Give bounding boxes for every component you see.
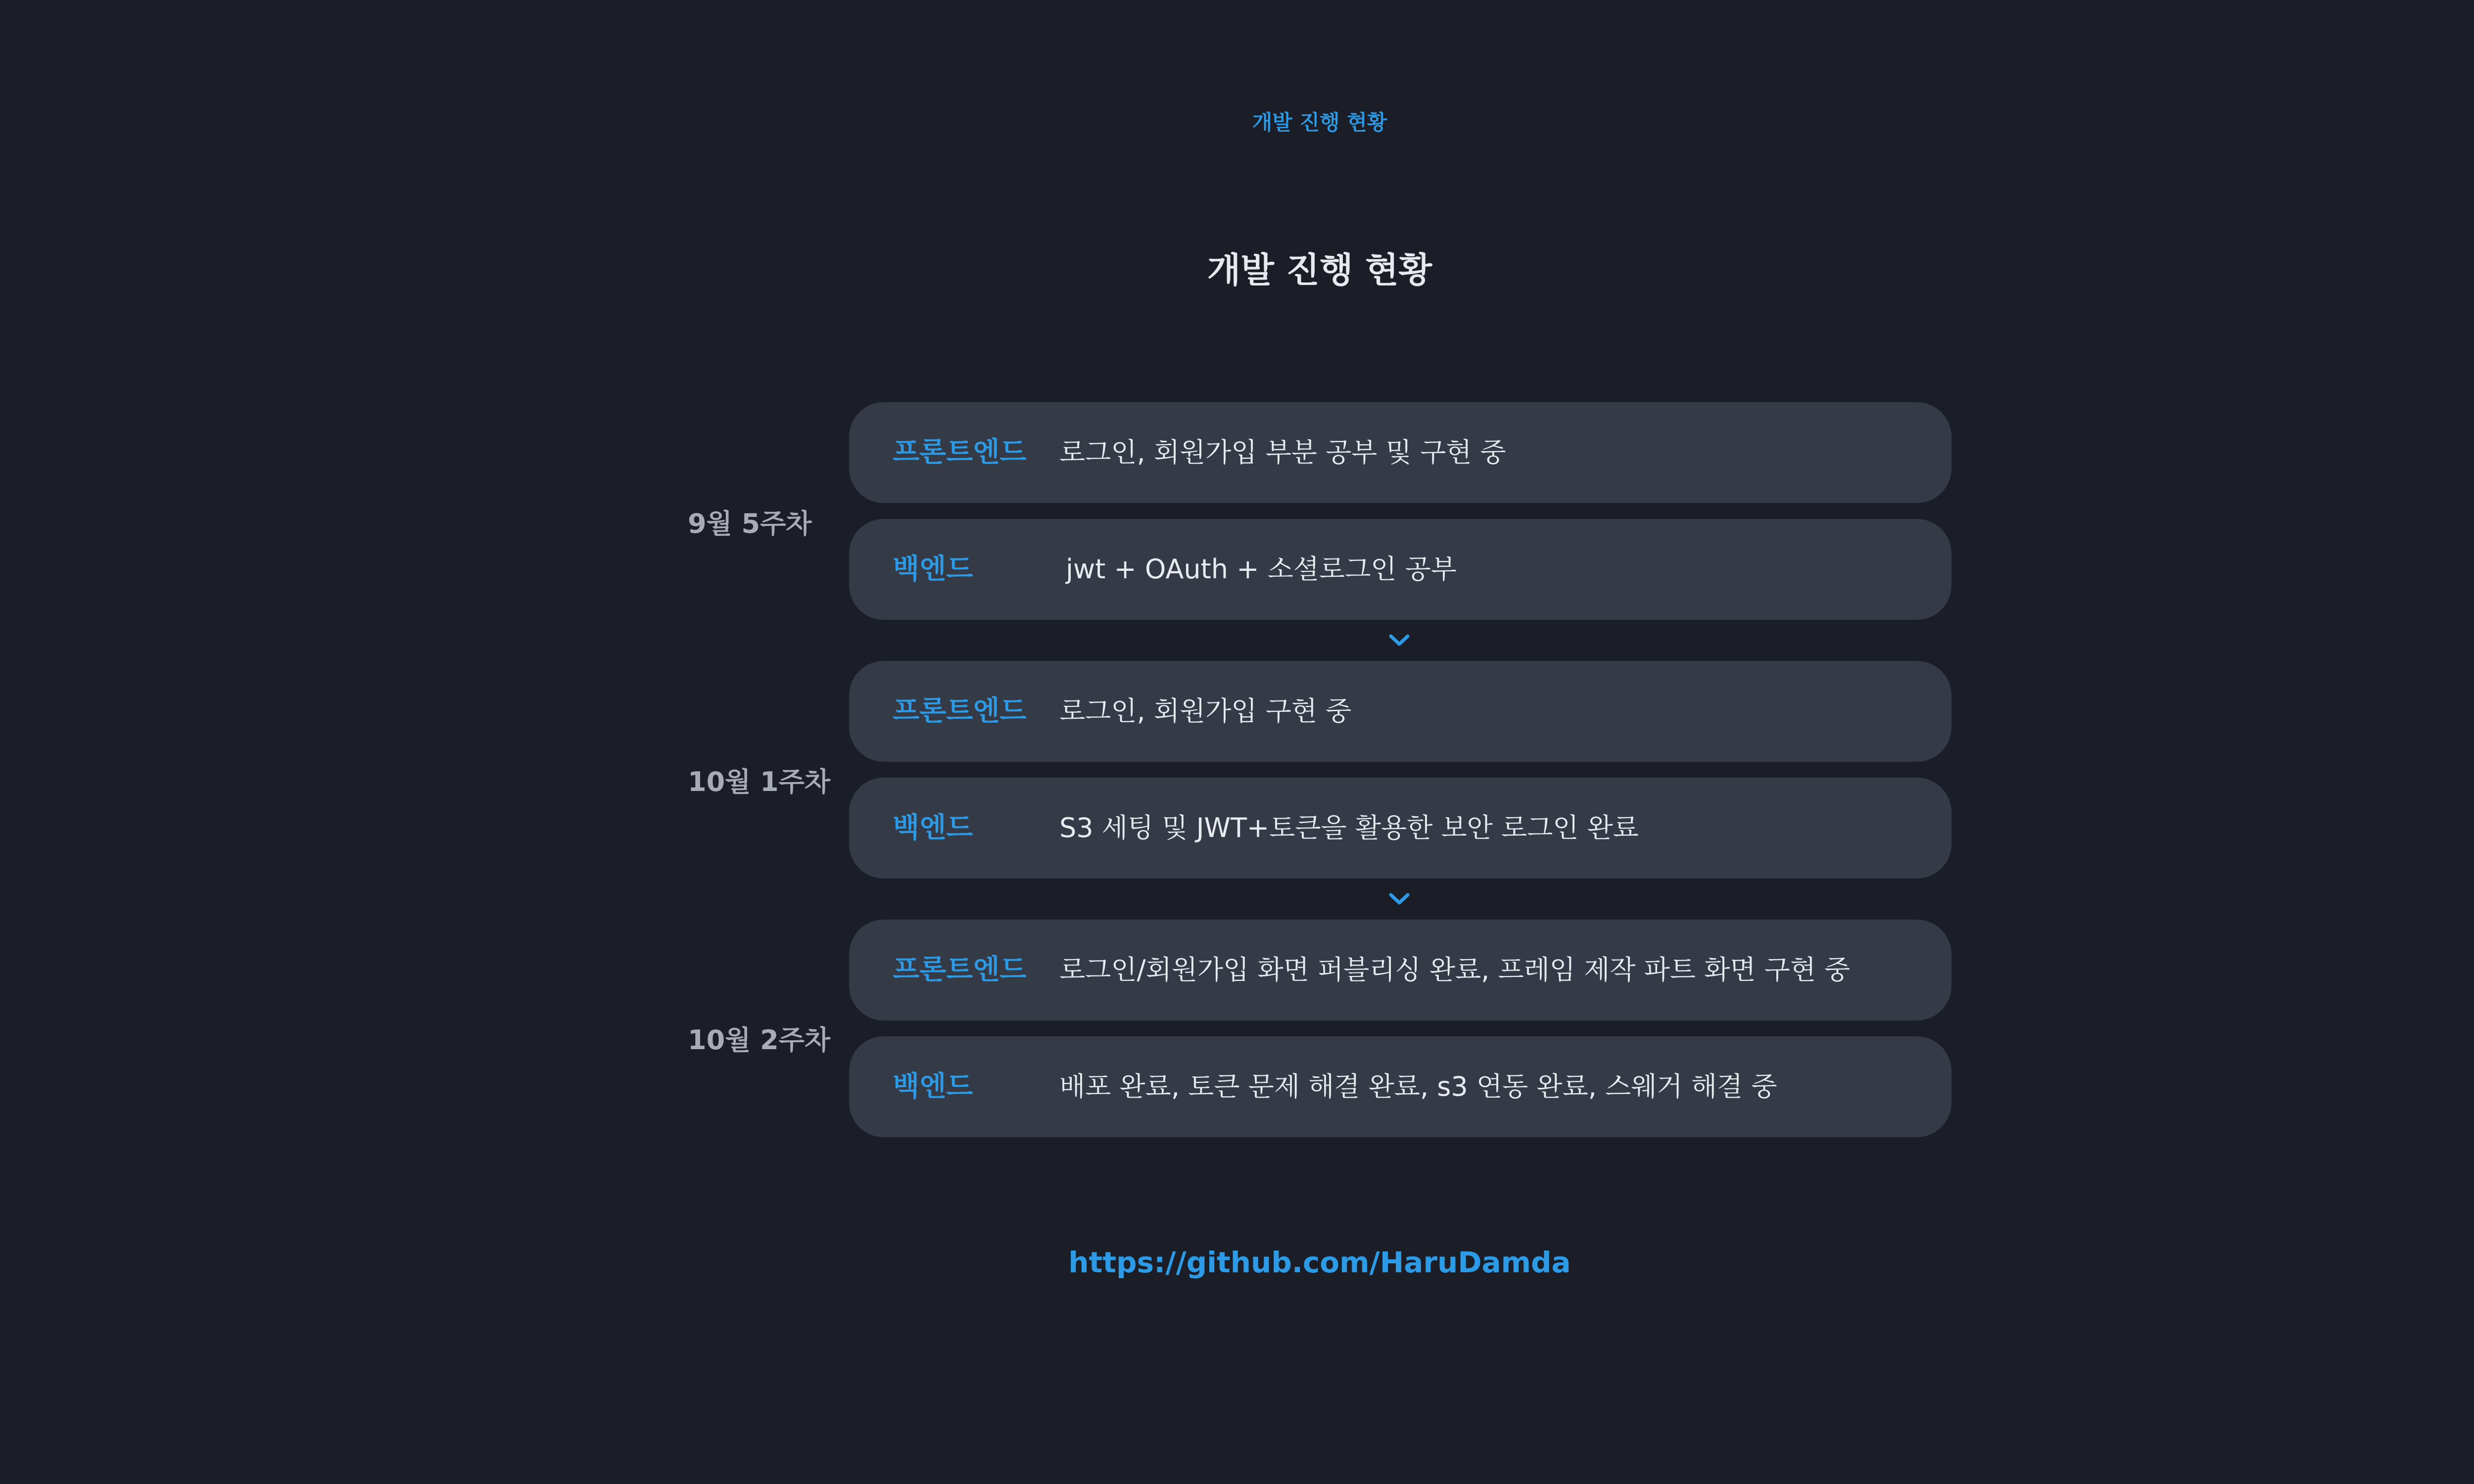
page-title: 개발 진행 현황 (1207, 250, 1432, 290)
progress-card-frontend-w2 (849, 661, 1951, 762)
role-label: 백엔드 (893, 1070, 973, 1103)
role-label: 백엔드 (893, 553, 973, 585)
progress-text: 로그인, 회원가입 구현 중 (1059, 696, 1352, 727)
progress-text: 배포 완료, 토큰 문제 해결 완료, s3 연동 완료, 스웨거 해결 중 (1059, 1071, 1777, 1102)
role-label: 프론트엔드 (893, 954, 1027, 986)
week-label-oct-2: 10월 2주차 (688, 1024, 831, 1056)
progress-text: S3 세팅 및 JWT+토큰을 활용한 보안 로그인 완료 (1059, 812, 1639, 843)
role-label: 백엔드 (893, 812, 973, 844)
progress-card-backend-w3 (849, 1036, 1951, 1137)
progress-card-backend-w2 (849, 778, 1951, 879)
github-link[interactable]: https://github.com/HaruDamda (1068, 1246, 1571, 1279)
header-label: 개발 진행 현황 (1252, 110, 1387, 135)
role-label: 프론트엔드 (893, 695, 1027, 727)
chevron-down-icon (1387, 631, 1412, 649)
progress-card-frontend-w1 (849, 402, 1951, 503)
role-label: 프론트엔드 (893, 436, 1027, 468)
progress-card-frontend-w3 (849, 920, 1951, 1020)
week-label-sep-5: 9월 5주차 (688, 508, 812, 539)
progress-text: 로그인/회원가입 화면 퍼블리싱 완료, 프레임 제작 파트 화면 구현 중 (1059, 954, 1851, 985)
progress-card-backend-w1 (849, 519, 1951, 620)
progress-text: jwt + OAuth + 소셜로그인 공부 (1066, 554, 1457, 585)
chevron-down-icon (1387, 890, 1412, 908)
progress-text: 로그인, 회원가입 부분 공부 및 구현 중 (1059, 437, 1506, 468)
week-label-oct-1: 10월 1주차 (688, 766, 831, 797)
